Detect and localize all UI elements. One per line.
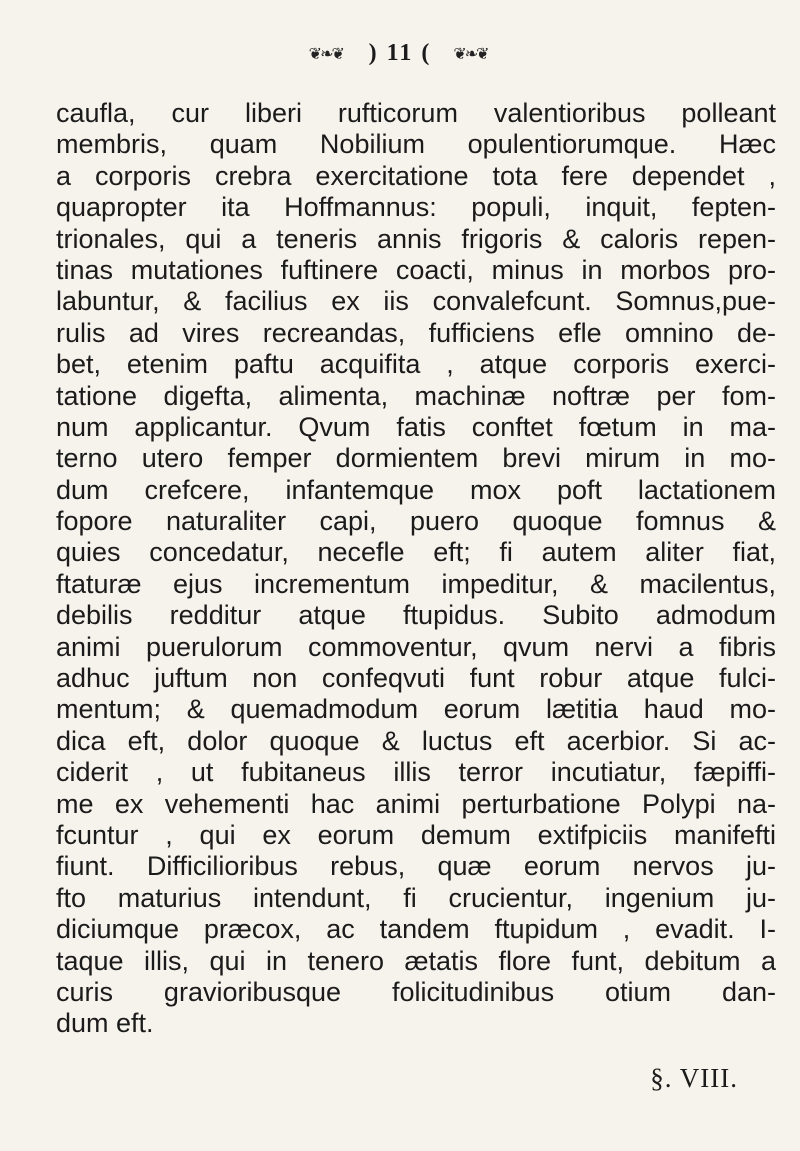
text-line: debilis redditur atque ftupidus. Subito admodum (56, 600, 776, 631)
text-line: fto maturius intendunt, fi crucientur, ingenium ju- (56, 882, 776, 913)
text-line: tatione digefta, alimenta, machinæ noftræ per fom- (56, 380, 776, 411)
text-line: animi puerulorum commoventur, qvum nervi a fibris (56, 631, 776, 662)
text-line: ftaturæ ejus incrementum impeditur, & macilentus, (56, 568, 776, 599)
text-line: dica eft, dolor quoque & luctus eft acerbior. Si ac- (56, 725, 776, 756)
text-line: quies concedatur, necefle eft; fi autem aliter fiat, (56, 537, 776, 568)
text-line: bet, etenim paftu acquifita , atque corporis exerci- (56, 349, 776, 380)
text-line: terno utero femper dormientem brevi mirum in mo- (56, 443, 776, 474)
section-marker: §. VIII. (650, 1063, 738, 1093)
text-line: tinas mutationes fuftinere coacti, minus in morbos pro- (56, 254, 776, 285)
body-text (56, 98, 776, 1040)
text-line: dum eft. (56, 1008, 154, 1039)
right-ornament: ❦❧❦ (453, 43, 488, 63)
text-line: membris, quam Nobilium opulentiorumque. Hæc (56, 129, 776, 160)
text-line: a corporis crebra exercitatione tota fere dependet , (56, 160, 776, 191)
text-line: rulis ad vires recreandas, fufficiens efle omnino de- (56, 317, 776, 348)
text-line: mentum; & quemadmodum eorum lætitia haud mo- (56, 694, 776, 725)
text-line: taque illis, qui in tenero ætatis flore funt, debitum a (56, 945, 776, 976)
text-line: ciderit , ut fubitaneus illis terror incutiatur, fæpiffi- (56, 757, 776, 788)
text-line: curis gravioribusque folicitudinibus otium dan- (56, 976, 776, 1007)
text-line: fopore naturaliter capi, puero quoque fomnus & (56, 506, 776, 537)
page-number: ) 11 ( (368, 40, 432, 66)
text-line: dum crefcere, infantemque mox poft lactationem (56, 474, 776, 505)
text-line: caufla, cur liberi rufticorum valentioribus polleant (56, 98, 776, 128)
left-ornament: ❦❧❦ (308, 43, 343, 63)
text-line: num applicantur. Qvum fatis conftet fœtum in ma- (56, 411, 776, 442)
text-line: quapropter ita Hoffmannus: populi, inquit, fepten- (56, 192, 776, 223)
text-line: diciumque præcox, ac tandem ftupidum , evadit. I- (56, 914, 776, 945)
text-line: fcuntur , qui ex eorum demum extifpiciis manifefti (56, 819, 776, 850)
page-header (0, 40, 800, 67)
text-line: adhuc juftum non confeqvuti funt robur atque fulci- (56, 663, 776, 694)
text-line: trionales, qui a teneris annis frigoris & caloris repen- (56, 223, 776, 254)
text-line: labuntur, & facilius ex iis convalefcunt. Somnus,pue- (56, 286, 776, 317)
text-line: fiunt. Difficilioribus rebus, quæ eorum nervos ju- (56, 851, 776, 882)
text-line: me ex vehementi hac animi perturbatione Polypi na- (56, 788, 776, 819)
